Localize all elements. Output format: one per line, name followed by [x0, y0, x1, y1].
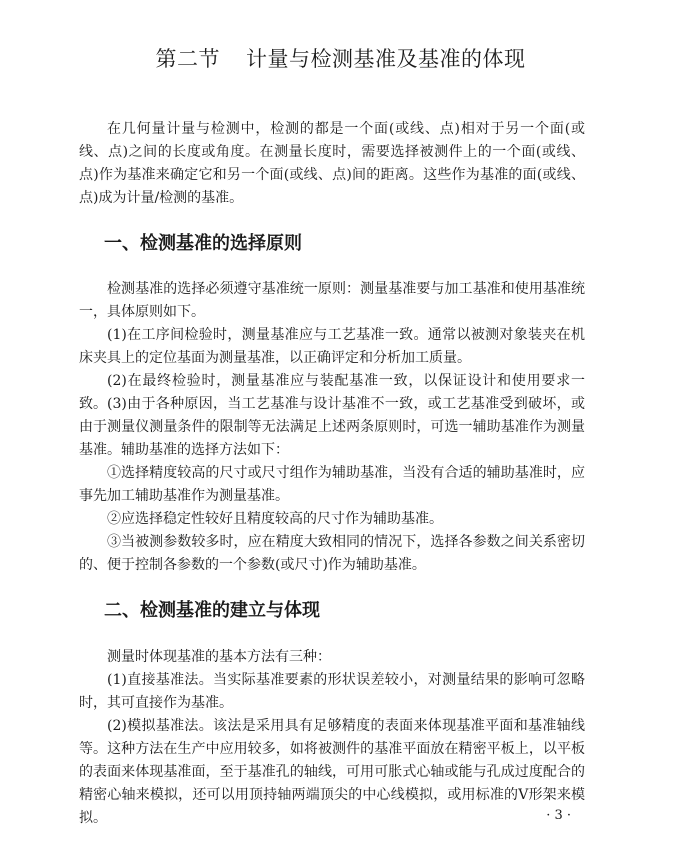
section2-paragraph-2: (1)直接基准法。当实际基准要素的形状误差较小，对测量结果的影响可忽略时，其可直接作为基准。	[79, 672, 585, 711]
section1-paragraph-5: ①选择精度较高的尺寸或尺寸组作为辅助基准，当没有合适的辅助基准时，应事先加工辅助基准作为测量基准。	[79, 465, 585, 504]
intro-paragraph: 在几何量计量与检测中，检测的都是一个面(或线、点)相对于另一个面(或线、点)之间的长度或角度。在测量长度时，需要选择被测件上的一个面(或线、点)作为基准来确定它和另一个面(或线、点)间的距离。这些作为基准的面(或线、点)成为计量/检测的基准。	[79, 121, 585, 206]
section2-heading: 二、检测基准的建立与体现	[104, 600, 320, 621]
section1-paragraph-7: ③当被测参数较多时，应在精度大致相同的情况下，选择各参数之间关系密切的、便于控制各参数的一个参数(或尺寸)作为辅助基准。	[79, 534, 585, 573]
page-title	[0, 44, 681, 74]
title-text: 计量与检测基准及基准的体现	[246, 47, 526, 71]
section1-paragraph-4: (3)由于各种原因，当工艺基准与设计基准不一致，或工艺基准受到破坏，或由于测量仪测量条件的限制等无法满足上述两条原则时，可选一辅助基准作为测量基准。辅助基准的选择方法如下：	[79, 396, 585, 458]
section2-paragraph-3: (2)模拟基准法。该法是采用具有足够精度的表面来体现基准平面和基准轴线等。这种方法在生产中应用较多，如将被测件的基准平面放在精密平板上，以平板的表面来体现基准面，至于基准孔的轴线，可用可胀式心轴或能与孔成过度配合的精密心轴来模拟，还可以用顶持轴两端顶尖的中心线模拟，或用标准的V形架来模拟。	[79, 718, 585, 826]
section1-paragraph-3: (2)在最终检验时，测量基准应与装配基准一致，以保证设计和使用要求一致。	[79, 373, 585, 412]
section1-paragraph-6: ②应选择稳定性较好且精度较高的尺寸作为辅助基准。	[107, 511, 443, 527]
section1-paragraph-2: (1)在工序间检验时，测量基准应与工艺基准一致。通常以被测对象装夹在机床夹具上的定位基面为测量基准，以正确评定和分析加工质量。	[79, 327, 585, 366]
section1-paragraph-1: 检测基准的选择必须遵守基准统一原则：测量基准要与加工基准和使用基准统一，具体原则如下。	[79, 281, 585, 320]
title-section-label: 第二节	[155, 47, 220, 71]
section2-paragraph-1: 测量时体现基准的基本方法有三种：	[107, 649, 331, 665]
section1-heading: 一、检测基准的选择原则	[104, 233, 302, 254]
page-number: · 3 ·	[546, 808, 571, 823]
